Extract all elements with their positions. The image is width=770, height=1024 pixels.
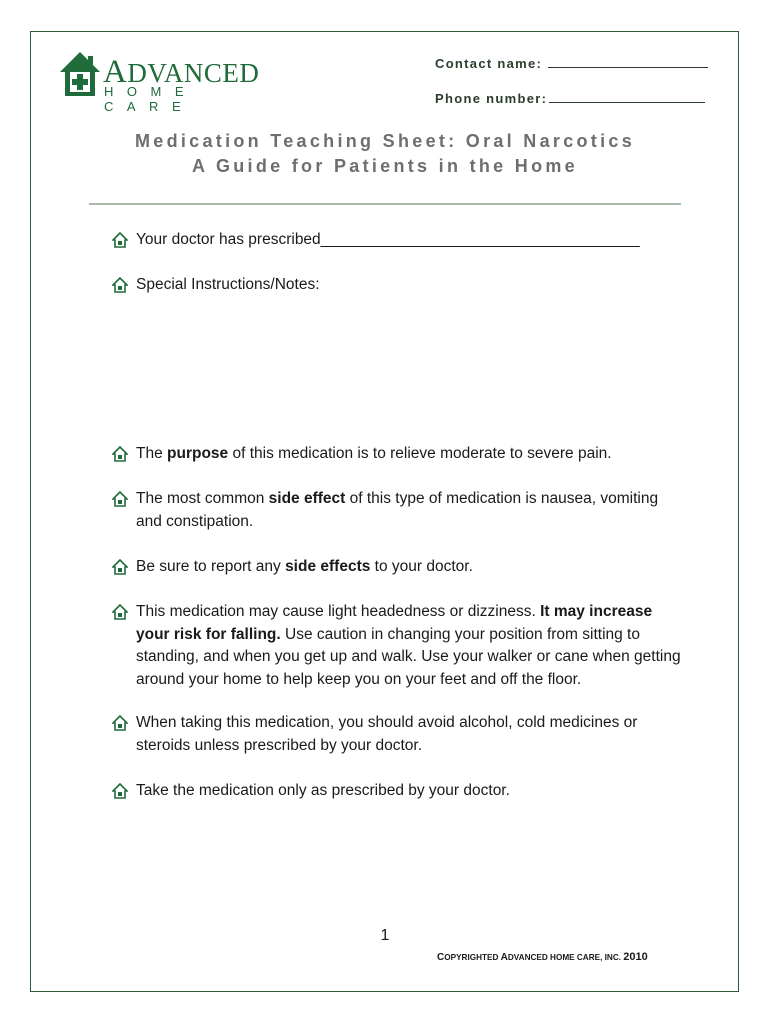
house-bullet-icon bbox=[112, 446, 128, 462]
house-bullet-icon bbox=[112, 783, 128, 799]
phone-number-blank[interactable] bbox=[549, 90, 705, 103]
list-item-side-effect bbox=[112, 488, 682, 533]
list-item-report bbox=[112, 556, 682, 579]
report-text: Be sure to report any side effects to your doctor. bbox=[136, 558, 473, 575]
logo-wordmark: ADVANCED bbox=[103, 54, 260, 90]
list-item-dizziness bbox=[112, 601, 682, 691]
prescribed-text: Your doctor has prescribed_____________________________________ bbox=[136, 231, 640, 248]
list-item-only-as-prescribed bbox=[112, 780, 682, 803]
phone-number-field bbox=[435, 90, 705, 106]
house-bullet-icon bbox=[112, 491, 128, 507]
list-item-instructions bbox=[112, 274, 682, 297]
house-bullet-icon bbox=[112, 232, 128, 248]
contact-name-field bbox=[435, 55, 708, 71]
instructions-label: Special Instructions/Notes: bbox=[136, 276, 320, 293]
page-subtitle: A Guide for Patients in the Home bbox=[192, 156, 578, 176]
contact-name-blank[interactable] bbox=[548, 55, 708, 68]
house-cross-icon bbox=[58, 50, 102, 98]
page-number: 1 bbox=[380, 927, 390, 944]
company-logo bbox=[58, 50, 268, 114]
list-item-avoid bbox=[112, 712, 682, 757]
logo-subtitle: HOME CARE bbox=[104, 84, 197, 114]
purpose-text: The purpose of this medication is to relieve moderate to severe pain. bbox=[136, 445, 612, 462]
list-item-purpose bbox=[112, 443, 682, 466]
only-as-prescribed-text: Take the medication only as prescribed by your doctor. bbox=[136, 782, 510, 799]
phone-number-label: Phone number: bbox=[435, 91, 548, 106]
house-bullet-icon bbox=[112, 277, 128, 293]
house-bullet-icon bbox=[112, 604, 128, 620]
house-bullet-icon bbox=[112, 559, 128, 575]
contact-name-label: Contact name: bbox=[435, 56, 543, 71]
dizziness-text: This medication may cause light headedness or dizziness. It may increase your risk for falling. Use caution in changing your position from sitting to standing, and when you get up and walk. Use your walker or cane when getting around your home to help keep you on your feet and off the floor. bbox=[136, 603, 681, 688]
house-bullet-icon bbox=[112, 715, 128, 731]
avoid-text: When taking this medication, you should avoid alcohol, cold medicines or steroids unless prescribed by your doctor. bbox=[136, 714, 638, 754]
title-divider bbox=[89, 203, 681, 205]
list-item-prescribed bbox=[112, 229, 682, 252]
page-title: Medication Teaching Sheet: Oral Narcotics bbox=[134, 131, 636, 151]
side-effect-text: The most common side effect of this type of medication is nausea, vomiting and constipation. bbox=[136, 490, 659, 530]
copyright-notice: COPYRIGHTED ADVANCED HOME CARE, INC. 2010 bbox=[437, 951, 648, 963]
